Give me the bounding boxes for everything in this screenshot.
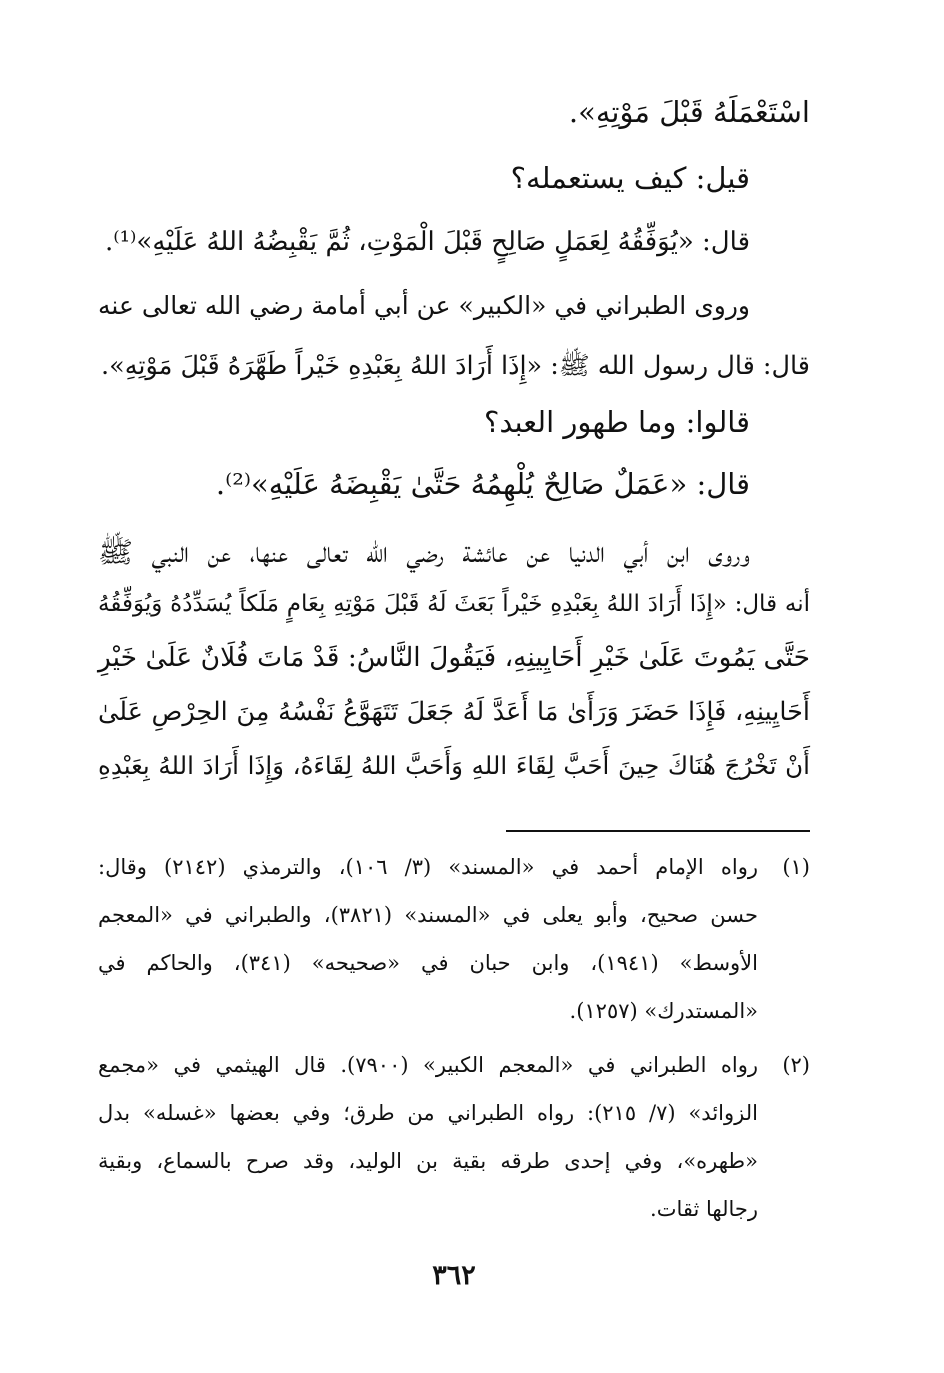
- footnote-2-line-4: رجالها ثقات.: [650, 1197, 758, 1221]
- page-number: ٣٦٢: [432, 1260, 476, 1291]
- footnote-2-line-3: «طهره»، وفي إحدى طرقه بقية بن الوليد، وقد صرح بالسماع، وبقية: [98, 1149, 758, 1173]
- footnote-1-line-1: رواه الإمام أحمد في «المسند» (٣/ ١٠٦)، والترمذي (٢١٤٢) وقال:: [98, 855, 758, 879]
- text-line-12: أَنْ تَخْرُجَ هُنَاكَ حِينَ أَحَبَّ لِقَاءَ اللهِ وَأَحَبَّ اللهُ لِقَاءَهُ، وَإِذَا أَرَادَ اللهُ بِعَبْدِهِ: [98, 751, 810, 780]
- text-line-2: قيل: كيف يستعمله؟: [510, 161, 750, 195]
- text-line-1: اسْتَعْمَلَهُ قَبْلَ مَوْتِهِ».: [568, 95, 810, 129]
- text-line-9: أنه قال: «إِذَا أَرَادَ اللهُ بِعَبْدِهِ خَيْراً بَعَثَ لَهُ قَبْلَ مَوْتِهِ بِعَامٍ مَلَكاً يُسَدِّدُهُ وَيُوَفِّقُهُ: [98, 591, 810, 617]
- text-line-3: قال: «يُوَفِّقُهُ لِعَمَلٍ صَالِحٍ قَبْلَ الْمَوْتِ، ثُمَّ يَقْبِضُهُ اللهُ عَلَيْهِ»⁽¹⁾.: [104, 227, 750, 257]
- footnote-separator: [506, 830, 810, 832]
- text-line-5: قال: قال رسول الله ﷺ: «إِذَا أَرَادَ اللهُ بِعَبْدِهِ خَيْراً طَهَّرَهُ قَبْلَ مَوْتِهِ».: [101, 351, 810, 381]
- footnote-1-number: (١): [782, 855, 810, 879]
- text-line-8: وروى ابن أبي الدنيا عن عائشة رضي الله تعالى عنها، عن النبي ﷺ: [98, 535, 750, 569]
- footnote-2-line-2: الزوائد» (٧/ ٢١٥): رواه الطبراني من طرق؛ وفي بعضها «غسله» بدل: [98, 1101, 758, 1125]
- footnote-1-line-4: «المستدرك» (١٢٥٧).: [569, 999, 758, 1023]
- text-line-6: قالوا: وما طهور العبد؟: [483, 405, 750, 439]
- text-line-10: حَتَّى يَمُوتَ عَلَىٰ خَيْرِ أَحَايِينِهِ، فَيَقُولَ النَّاسُ: قَدْ مَاتَ فُلَانٌ عَلَىٰ خَيْرِ: [98, 642, 810, 673]
- book-page: [98, 0, 810, 1373]
- text-line-4: وروى الطبراني في «الكبير» عن أبي أمامة رضي الله تعالى عنه: [98, 291, 750, 320]
- footnote-2-number: (٢): [782, 1053, 810, 1077]
- footnote-1-line-3: الأوسط» (١٩٤١)، وابن حبان في «صحيحه» (٣٤١)، والحاكم في: [98, 951, 758, 975]
- footnote-2-line-1: رواه الطبراني في «المعجم الكبير» (٧٩٠٠). قال الهيثمي في «مجمع: [98, 1053, 758, 1077]
- text-line-11: أَحَايِينِهِ، فَإِذَا حَضَرَ وَرَأَىٰ مَا أَعَدَّ لَهُ جَعَلَ تَتَهَوَّعُ نَفْسُهُ مِنَ الحِرْصِ عَلَىٰ: [98, 697, 810, 727]
- text-line-7: قال: «عَمَلٌ صَالِحٌ يُلْهِمُهُ حَتَّىٰ يَقْبِضَهُ عَلَيْهِ»⁽²⁾.: [215, 467, 750, 501]
- footnote-1-line-2: حسن صحيح، وأبو يعلى في «المسند» (٣٨٢١)، والطبراني في «المعجم: [98, 903, 758, 927]
